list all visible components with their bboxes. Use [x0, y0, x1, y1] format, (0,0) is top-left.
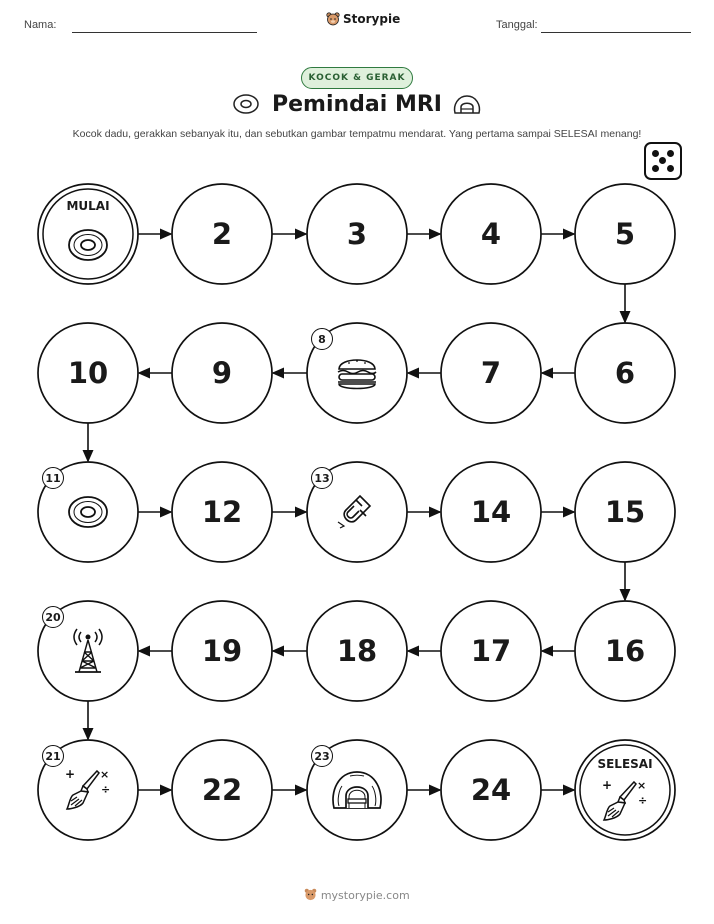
radio-tower-icon — [68, 628, 108, 674]
svg-text:÷: ÷ — [101, 783, 111, 796]
board-space-24 — [441, 740, 541, 840]
board-space-4 — [441, 184, 541, 284]
footer — [0, 888, 714, 902]
space-number: 15 — [604, 495, 646, 529]
board-space-18 — [307, 601, 407, 701]
burger-icon — [334, 353, 380, 393]
board-space-15 — [575, 462, 675, 562]
space-number-badge: 13 — [311, 467, 333, 489]
board-space-12 — [172, 462, 272, 562]
board-space-14 — [441, 462, 541, 562]
space-number-badge: 20 — [42, 606, 64, 628]
date-label: Tanggal: — [496, 19, 538, 31]
board-space-7 — [441, 323, 541, 423]
space-number: 24 — [470, 773, 512, 807]
brand-name: Storypie — [343, 12, 401, 26]
space-number: 4 — [480, 217, 502, 251]
name-label: Nama: — [24, 19, 57, 31]
mri-scanner-icon — [330, 768, 384, 812]
space-number-badge: 21 — [42, 745, 64, 767]
space-number: 14 — [470, 495, 512, 529]
start-space — [38, 184, 138, 284]
finish-space — [575, 740, 675, 840]
donut-ring-icon — [66, 494, 110, 530]
board-space-8 — [307, 323, 407, 423]
space-number: 10 — [67, 356, 109, 390]
space-number: 9 — [211, 356, 233, 390]
donut-ring-icon — [66, 227, 110, 263]
footer-url: mystorypie.com — [320, 889, 410, 902]
space-number: 16 — [604, 634, 646, 668]
space-number: 18 — [336, 634, 378, 668]
board-space-13 — [307, 462, 407, 562]
bear-logo-icon — [304, 888, 317, 901]
svg-text:×: × — [100, 768, 110, 781]
board-space-10 — [38, 323, 138, 423]
space-number: 5 — [614, 217, 636, 251]
magnet-icon — [334, 492, 380, 532]
instructions: Kocok dadu, gerakkan sebanyak itu, dan sebutkan gambar tempatmu mendarat. Yang pertama sampai SELESAI menang! — [72, 128, 642, 140]
board-space-17 — [441, 601, 541, 701]
space-number: 6 — [614, 356, 636, 390]
space-number: 19 — [201, 634, 243, 668]
svg-text:÷: ÷ — [638, 794, 648, 807]
space-number: 22 — [201, 773, 243, 807]
svg-text:+: + — [65, 767, 76, 781]
space-number: 3 — [346, 217, 368, 251]
board-space-2 — [172, 184, 272, 284]
board-space-19 — [172, 601, 272, 701]
board-space-21 — [38, 740, 138, 840]
board-space-23 — [307, 740, 407, 840]
space-number: 17 — [470, 634, 512, 668]
category-badge: KOCOK & GERAK — [301, 67, 413, 89]
board-space-22 — [172, 740, 272, 840]
space-number: 12 — [201, 495, 243, 529]
space-number-badge: 8 — [311, 328, 333, 350]
board-space-6 — [575, 323, 675, 423]
finish-label: SELESAI — [597, 757, 653, 771]
board-space-5 — [575, 184, 675, 284]
paint-brush-math-icon — [63, 767, 113, 813]
page-title: Pemindai MRI — [272, 92, 442, 117]
board-space-11 — [38, 462, 138, 562]
space-number-badge: 23 — [311, 745, 333, 767]
board-space-3 — [307, 184, 407, 284]
svg-text:+: + — [602, 778, 613, 792]
board-space-16 — [575, 601, 675, 701]
board-space-9 — [172, 323, 272, 423]
start-label: MULAI — [66, 199, 110, 213]
space-number: 2 — [211, 217, 233, 251]
paint-brush-math-icon — [600, 778, 650, 824]
svg-text:×: × — [637, 779, 647, 792]
space-number-badge: 11 — [42, 467, 64, 489]
board-space-20 — [38, 601, 138, 701]
space-number: 7 — [480, 356, 502, 390]
